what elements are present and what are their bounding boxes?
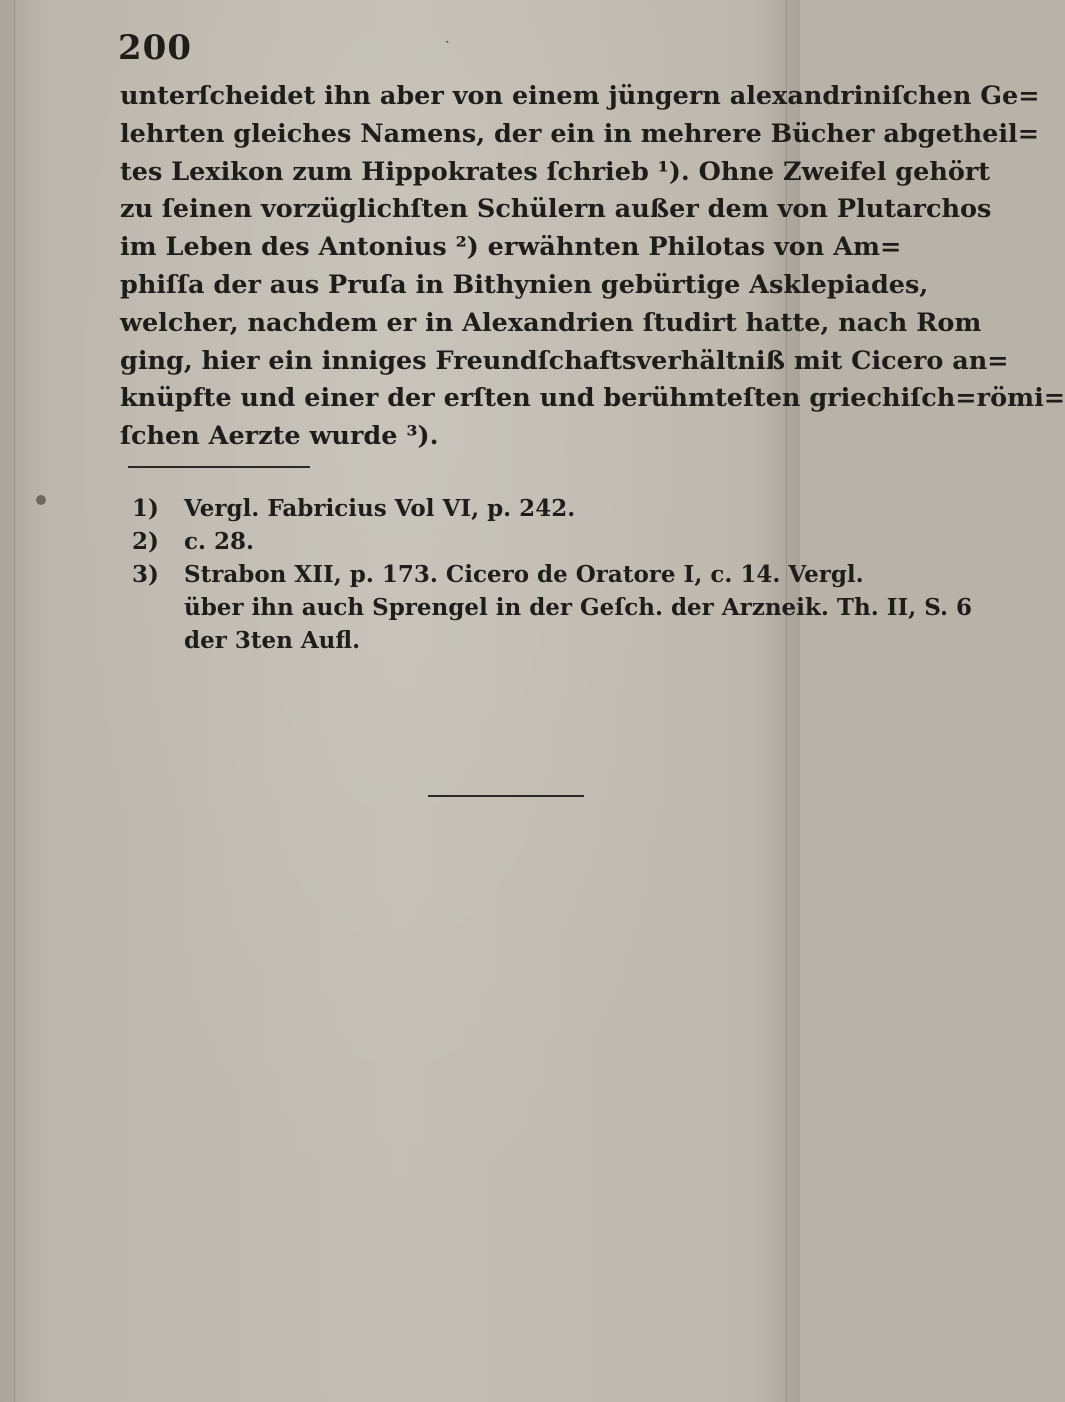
text-line: welcher, nachdem er in Alexandrien ſtudirt hatte, nach Rom (120, 307, 982, 338)
text-line: zu ſeinen vorzüglichſten Schülern außer dem von Plutarchos (120, 194, 992, 225)
footnote-continuation: der 3ten Aufl. (184, 627, 361, 654)
text-line: ſchen Aerzte wurde ³). (120, 421, 439, 452)
page-number: 200 (118, 28, 192, 68)
footnote (132, 558, 864, 591)
body-text (120, 78, 1065, 456)
print-mark: ˎ (445, 28, 450, 44)
footnote-marker: 1) (132, 495, 159, 522)
footnote-marker: 3) (132, 561, 159, 588)
footnote-separator (128, 466, 310, 468)
footnote-text: c. 28. (184, 528, 255, 555)
footnote-marker: 2) (132, 528, 159, 555)
footnote (132, 525, 800, 558)
footnotes (132, 492, 973, 657)
closing-rule (428, 795, 584, 797)
footnote-text: Vergl. Fabricius Vol VI, p. 242. (184, 495, 576, 522)
text-line: unterſcheidet ihn aber von einem jüngern alexandriniſchen Ge= (120, 81, 1040, 111)
page-edge-shadow (14, 0, 15, 1402)
text-line: knüpfte und einer der erſten und berühmteſten griechiſch=römi= (120, 383, 1065, 414)
ink-smudge (36, 495, 46, 505)
footnote-text: Strabon XII, p. 173. Cicero de Oratore I, c. 14. Vergl. (184, 561, 864, 588)
text-line: tes Lexikon zum Hippokrates ſchrieb ¹). Ohne Zweifel gehört (120, 156, 991, 187)
text-line: ging, hier ein inniges Freundſchaftsverhältniß mit Cicero an= (120, 345, 1009, 376)
text-line: im Leben des Antonius ²) erwähnten Philotas von Am= (120, 232, 902, 263)
text-line: phiſſa der aus Pruſa in Bithynien gebürtige Asklepiades, (120, 269, 929, 300)
footnote (132, 492, 800, 525)
text-line: lehrten gleiches Namens, der ein in mehrere Bücher abgetheil= (120, 118, 1040, 149)
footnote-continuation: über ihn auch Sprengel in der Geſch. der Arzneik. Th. II, S. 6 (184, 594, 973, 621)
